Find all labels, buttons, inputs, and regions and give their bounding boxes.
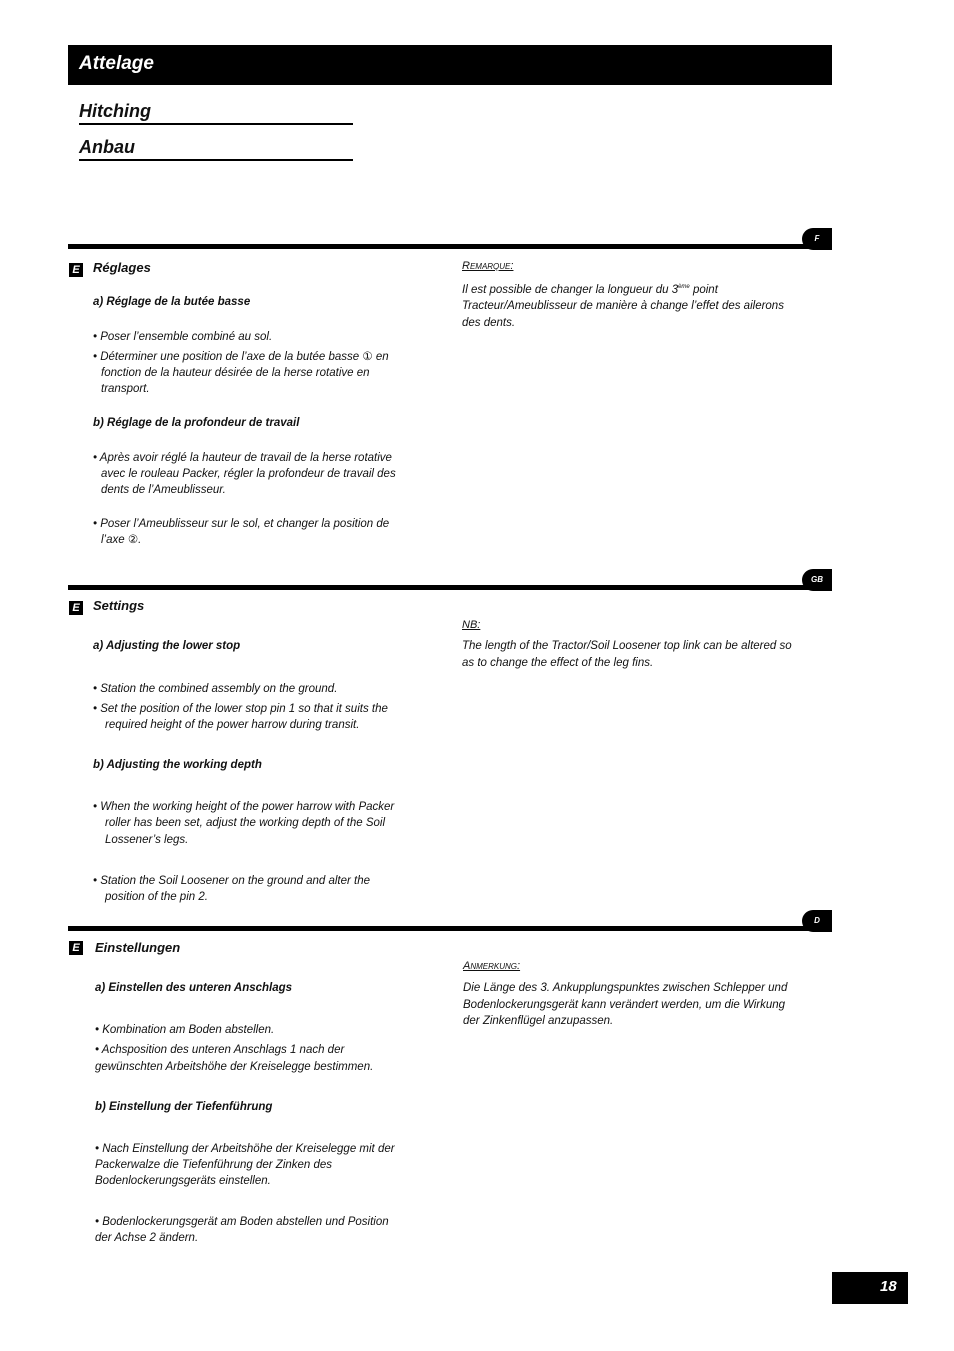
bullet-text: avec le rouleau Packer, régler la profondeur de travail des — [101, 468, 396, 480]
note-line: Bodenlockerungsgerät kann verändert werden, um die Wirkung — [463, 998, 786, 1011]
subheading-b: b) Adjusting the working depth — [93, 759, 262, 771]
note-line: as to change the effect of the leg fins. — [462, 656, 654, 669]
bullet-text: fonction de la hauteur désirée de la herse rotative en — [101, 367, 370, 379]
subheading-b: b) Einstellung der Tiefenführung — [95, 1101, 273, 1113]
subtitle-english: Hitching — [79, 100, 353, 125]
note-line: des dents. — [462, 316, 516, 329]
section-title: Settings — [93, 598, 145, 613]
language-badge-d: D — [802, 910, 832, 932]
section-e-icon: E — [69, 941, 83, 955]
bullet-text: l’axe ②. — [101, 534, 142, 546]
note-line: der Zinkenflügel anzupassen. — [463, 1015, 614, 1027]
note-text — [462, 638, 817, 671]
language-badge-fr: F — [802, 228, 832, 250]
subheading-a: a) Réglage de la butée basse — [93, 296, 251, 308]
bullet-text: Packerwalze die Tiefenführung der Zinken des — [95, 1159, 333, 1171]
bullet-text: gewünschten Arbeitshöhe der Kreiselegge bestimmen. — [95, 1061, 374, 1073]
note-text — [463, 980, 823, 1030]
subheading-a: a) Adjusting the lower stop — [93, 640, 241, 652]
note-label: NB: — [462, 619, 481, 631]
bullet-text: • Kombination am Boden abstellen. — [95, 1024, 275, 1036]
section-title: Réglages — [93, 260, 151, 275]
bullet-text: der Achse 2 ändern. — [95, 1232, 199, 1244]
section-divider — [68, 244, 832, 249]
bullet-text: Lossener’s legs. — [105, 834, 189, 846]
bullet-text: • Station the combined assembly on the ground. — [93, 683, 338, 695]
note-label: Remarque: — [462, 260, 514, 272]
bullet-text: • Station the Soil Loosener on the ground and alter the — [93, 875, 371, 887]
bullet-text: • Nach Einstellung der Arbeitshöhe der Kreiselegge mit der — [95, 1143, 395, 1155]
note-label: Anmerkung: — [463, 960, 521, 972]
section-divider — [68, 926, 832, 931]
page-number: 18 — [880, 1278, 897, 1295]
bullet-text: • Poser l’ensemble combiné au sol. — [93, 331, 273, 343]
bullet-text: • When the working height of the power harrow with Packer — [93, 801, 395, 813]
section-e-icon: E — [69, 601, 83, 615]
bullet-text: Bodenlockerungsgeräts einstellen. — [95, 1175, 271, 1187]
note-line: The length of the Tractor/Soil Loosener top link can be altered so — [462, 640, 792, 652]
bullet-text: required height of the power harrow during transit. — [105, 719, 360, 731]
bullet-text: dents de l’Ameublisseur. — [101, 484, 226, 496]
note-line: Tracteur/Ameublisseur de manière à change l’effet des ailerons — [462, 300, 784, 313]
subtitle-german: Anbau — [79, 136, 353, 161]
bullet-text: transport. — [101, 383, 150, 395]
note-superscript: ème — [678, 284, 690, 290]
note-line: point — [689, 283, 718, 296]
language-badge-gb: GB — [802, 569, 832, 591]
page-number-box — [832, 1272, 908, 1304]
bullet-text: • Set the position of the lower stop pin 1 so that it suits the — [93, 703, 388, 715]
section-divider — [68, 585, 832, 590]
bullet-text: • Après avoir réglé la hauteur de travail de la herse rotative — [93, 452, 392, 464]
section-e-icon: E — [69, 263, 83, 277]
bullet-text: • Bodenlockerungsgerät am Boden abstellen und Position — [95, 1216, 389, 1228]
note-text — [462, 279, 817, 331]
chapter-title-bar — [68, 45, 832, 85]
bullet-text: roller has been set, adjust the working depth of the Soil — [105, 817, 386, 829]
subheading-a: a) Einstellen des unteren Anschlags — [95, 982, 293, 994]
chapter-title: Attelage — [79, 53, 154, 74]
subheading-b: b) Réglage de la profondeur de travail — [93, 417, 300, 429]
note-line: Il est possible de changer la longueur du 3 — [462, 283, 679, 296]
bullet-text: • Déterminer une position de l’axe de la butée basse ① en — [93, 351, 389, 363]
bullet-text: • Achsposition des unteren Anschlags 1 nach der — [95, 1044, 345, 1056]
bullet-text: • Poser l’Ameublisseur sur le sol, et changer la position de — [93, 518, 390, 530]
bullet-text: position of the pin 2. — [105, 891, 208, 903]
note-line: Die Länge des 3. Ankupplungspunktes zwischen Schlepper und — [463, 982, 788, 994]
section-title: Einstellungen — [95, 940, 181, 955]
